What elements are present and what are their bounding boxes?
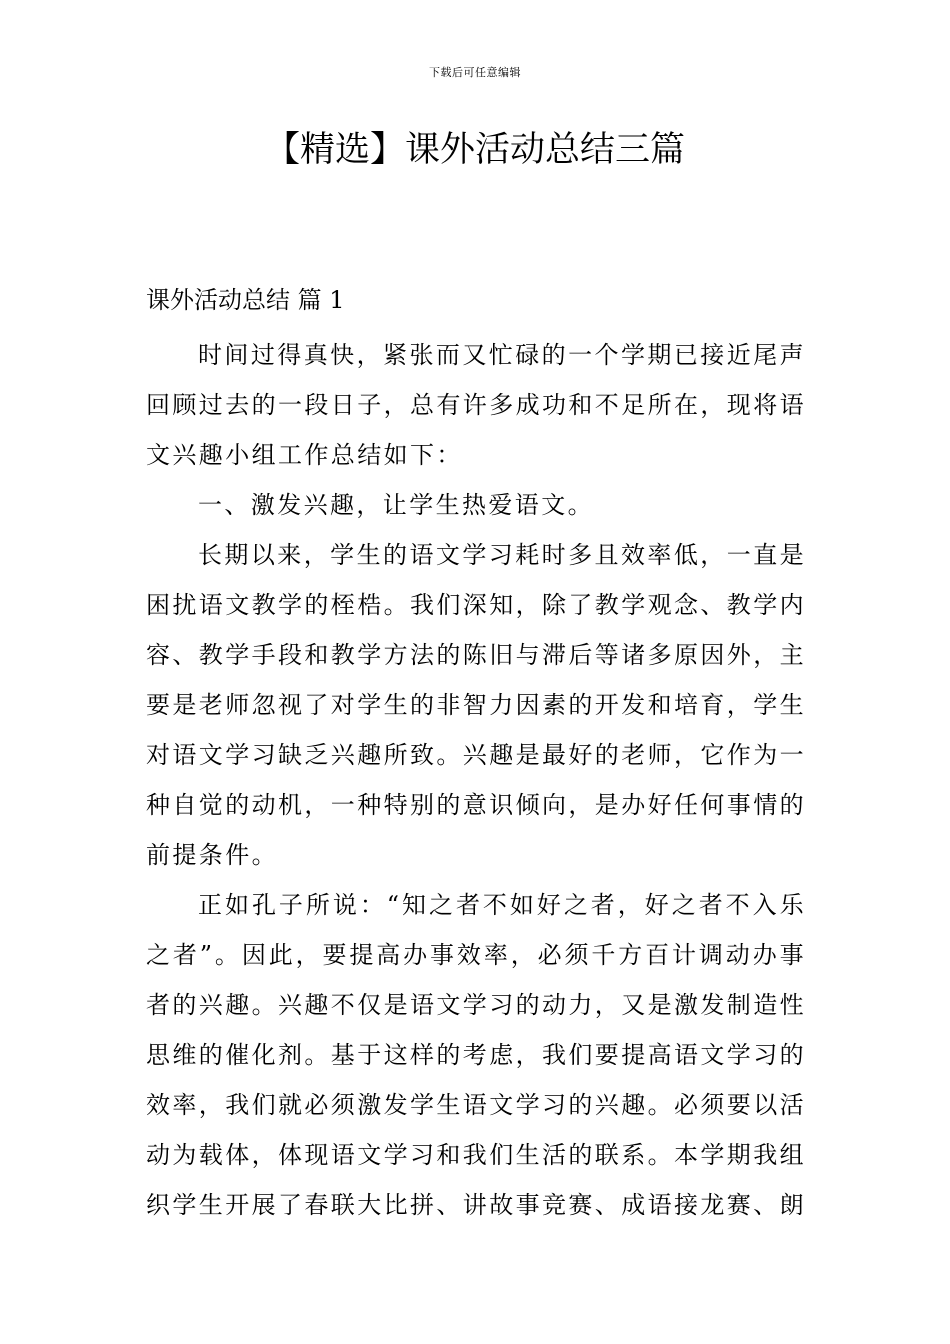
header-note: 下载后可任意编辑 [429,66,521,79]
section-heading: 课外活动总结 篇 1 [146,286,345,314]
paragraph-background: 长期以来，学生的语文学习耗时多且效率低，一直是困扰语文教学的桎梏。我们深知，除了教学观念、教学内容、教学手段和教学方法的陈旧与滞后等诸多原因外，主要是老师忽视了对学生的非智力因素的开发和培育，学生对语文学习缺乏兴趣所致。兴趣是最好的老师，它作为一种自觉的动机，一种特别的意识倾向，是办好任何事情的前提条件。 [146,541,806,869]
document-body [146,330,806,1230]
paragraph-point-one: 一、激发兴趣，让学生热爱语文。 [198,491,594,519]
paragraph-intro: 时间过得真快，紧张而又忙碌的一个学期已接近尾声回顾过去的一段日子，总有许多成功和不足所在，现将语文兴趣小组工作总结如下： [146,341,806,469]
paragraph-confucius: 正如孔子所说：“知之者不如好之者，好之者不入乐之者”。因此，要提高办事效率，必须千方百计调动办事者的兴趣。兴趣不仅是语文学习的动力，又是激发制造性思维的催化剂。基于这样的考虑，我们要提高语文学习的效率，我们就必须激发学生语文学习的兴趣。必须要以活动为载体，体现语文学习和我们生活的联系。本学期我组织学生开展了春联大比拼、讲故事竞赛、成语接龙赛、朗 [146,891,806,1219]
document-title: 【精选】课外活动总结三篇 [264,130,685,170]
